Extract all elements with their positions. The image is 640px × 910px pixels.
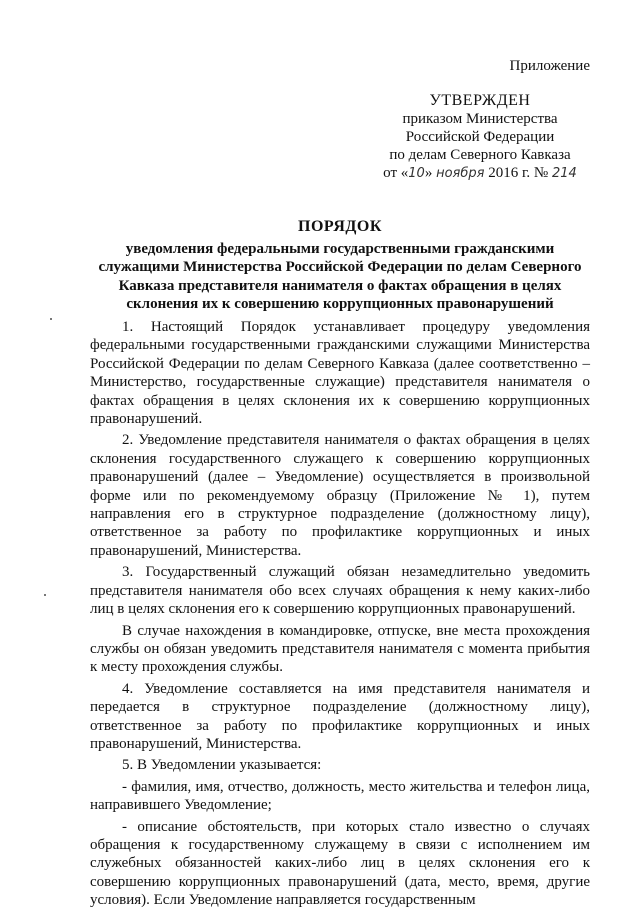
paragraph-5-item-1: - фамилия, имя, отчество, должность, место жительства и телефон лица, направившего Уведомление; [90, 778, 590, 814]
approval-block [365, 92, 595, 183]
title-main: ПОРЯДОК [298, 218, 382, 235]
approved-line-2: Российской Федерации [405, 129, 555, 145]
appendix-label: Приложение [509, 58, 590, 74]
paragraph-3: 3. Государственный служащий обязан незамедлительно уведомить представителя нанимателя обо всех случаях обращения к нему каких-либо лиц в целях склонения его к совершению коррупционных правонарушений. [90, 564, 590, 618]
date-prefix: от « [383, 165, 409, 181]
paragraph-3-continuation: В случае нахождения в командировке, отпуске, вне места прохождения службы он обязан уведомить представителя нанимателя с момента прибытия к месту прохождения службы. [90, 622, 590, 676]
order-number-handwritten: 214 [551, 166, 577, 181]
paragraph-5-item-2: - описание обстоятельств, при которых стало известно о случаях обращения к государственному служащему в связи с исполнением им служебных обязанностей каких-либо лиц в целях склонения его к совершению коррупционных правонарушений (дата, место, время, другие условия). Если Уведомление направляется государственным [90, 818, 590, 909]
scan-speck [44, 594, 46, 596]
approved-line-1: приказом Министерства [402, 111, 558, 127]
date-year: 2016 г. № [488, 165, 549, 181]
date-quote: » [424, 165, 433, 181]
approved-title: УТВЕРЖДЕН [429, 92, 531, 109]
paragraph-4: 4. Уведомление составляется на имя представителя нанимателя и передается в структурное подразделение (должностному лицу), ответственное за работу по профилактике коррупционных и иных правонарушений, Министерства. [90, 680, 590, 752]
approval-date-line [365, 164, 595, 183]
scan-speck [50, 318, 52, 320]
document-body [90, 318, 590, 910]
document-title [90, 218, 590, 314]
title-subtitle: уведомления федеральными государственными гражданскими служащими Министерства Российской Федерации по делам Северного Кавказа представителя нанимателя о фактах обращения в целях склонения их к совершению коррупционных правонарушений [98, 240, 582, 312]
paragraph-5: 5. В Уведомлении указывается: [122, 757, 322, 774]
paragraph-1: 1. Настоящий Порядок устанавливает процедуру уведомления федеральными государственными гражданскими служащими Министерства Российской Федерации по делам Северного Кавказа (далее соответственно – Министерство, государственные служащие) представителя нанимателя о фактах обращения в целях склонения их к совершению коррупционных правонарушений. [90, 319, 590, 428]
date-day-handwritten: 10 [408, 166, 425, 181]
paragraph-2: 2. Уведомление представителя нанимателя о фактах обращения в целях склонения государственного служащего к совершению коррупционных правонарушений (далее – Уведомление) осуществляется в произвольной форме или по рекомендуемому образцу (Приложение № 1), путем направления его в структурное подразделение (должностному лицу), ответственное за работу по профилактике коррупционных и иных правонарушений, Министерства. [90, 432, 590, 559]
approved-line-3: по делам Северного Кавказа [389, 147, 571, 163]
date-month-handwritten: ноября [436, 166, 485, 181]
